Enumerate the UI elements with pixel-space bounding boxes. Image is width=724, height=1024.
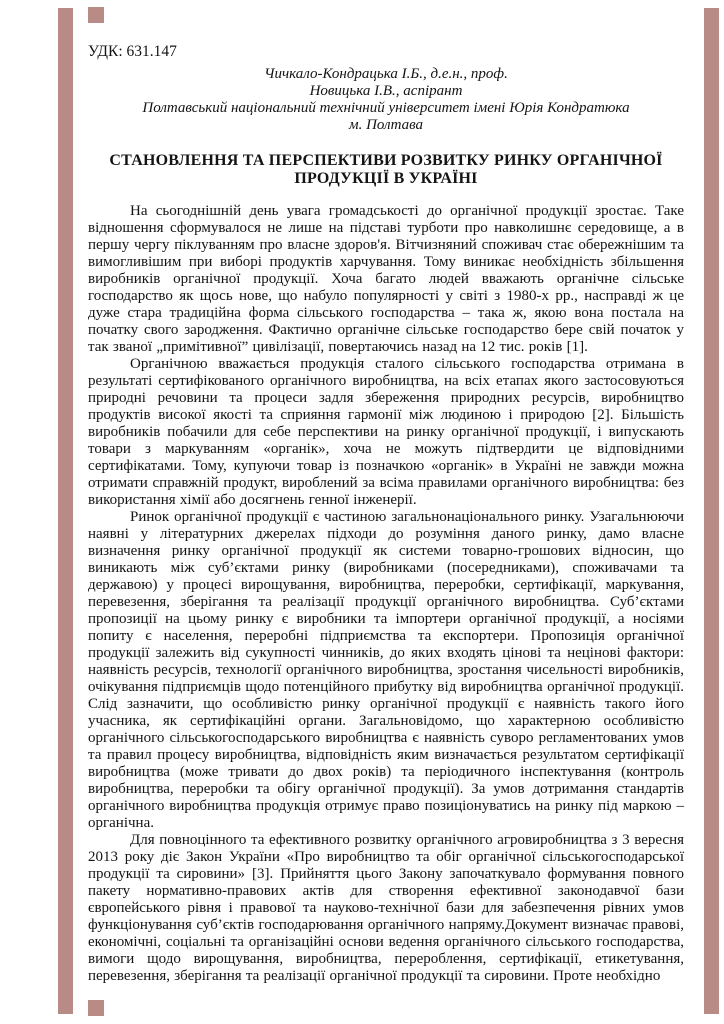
byline-block (88, 66, 684, 134)
article-title (88, 152, 684, 187)
author-line-1: Чичкало-Кондрацька І.Б., д.е.н., проф. (264, 66, 508, 82)
paragraph-1: На сьогоднішній день увага громадськості до органічної продукції зростає. Таке відношення сформувалося не лише на підставі турботи про навколишнє середовище, а в першу чергу піклуванням про власне здоров'я. Вітчизняний споживач стає обережнішим та вимогливішим при виборі продуктів харчування. Тому виникає необхідність збільшення виробників органічної продукції. Хоча багато людей вважають органічне сільське господарство як щось нове, що набуло популярності у світі з 1980-х рр., насправді ж це дуже стара традиційна форма сільського господарства – така ж, якою вона постала на початку свого зародження. Фактично органічне сільське господарство бере свій початок у так званої „примітивної” цивілізації, повертаючись назад на 12 тис. років [1]. (88, 203, 684, 355)
article-title-line-1: СТАНОВЛЕННЯ ТА ПЕРСПЕКТИВИ РОЗВИТКУ РИНКУ ОРГАНІЧНОЇ (109, 152, 663, 169)
scan-artifact-right-bar (704, 8, 719, 1014)
paragraph-3: Ринок органічної продукції є частиною загальнонаціонального ринку. Узагальнюючи наявні у літературних джерелах підходи до розуміння даного ринку, дамо власне визначення ринку органічної продукції як системи товарно-грошових відносин, що виникають між суб’єктами ринку (виробниками (посередниками), споживачами та державою) у процесі вирощування, виробництва, переробки, сертифікації, маркування, перевезення, зберігання та реалізації продукції органічного виробництва. Суб’єктами пропозиції на цьому ринку є виробники та імпортери органічної продукції, а носіями попиту є населення, переробні підприємства та експортери. Пропозиція органічної продукції залежить від сукупності чинників, до яких входять цінові та нецінові фактори: наявність ресурсів, технології органічного виробництва, зростання чисельності виробників, очікування підприємців щодо потенційного прибутку від виробництва органічної продукції. Слід зазначити, що особливістю ринку органічної продукції є наявність такого його учасника, як сертифікаційні органи. Загальновідомо, що характерною особливістю органічного сільськогосподарського виробництва є наявність суворо регламентованих умов та правил процесу виробництва, відповідність яким визначається результатом сертифікації виробництва (може тривати до двох років) та періодичного інспектування (контроль виробництва, переробки та обігу органічної продукції). За умов дотримання стандартів органічного виробництва продукція отримує право позиціонуватись на ринку під маркою – органічна. (88, 509, 684, 831)
article-title-line-2: ПРОДУКЦІЇ В УКРАЇНІ (294, 169, 478, 187)
city-line: м. Полтава (349, 117, 423, 133)
paragraph-2: Органічною вважається продукція сталого сільського господарства отримана в результаті сертифікованого органічного виробництва, на всіх етапах якого застосовуються природні речовини та процеси задля збереження природних ресурсів, виробництво продуктів високої якості та сприяння гармонії між людиною і природою [2]. Більшість виробників побачили для себе перспективи на ринку органічної продукції, і випускають товари з маркуванням «органік», хоча не можуть підтвердити це відповідними сертифікатами. Тому, купуючи товар із позначкою «органік» в Україні не завжди можна отримати справжній продукт, вироблений за всіма правилами органічного виробництва: без використання хімії або досягнень генної інженерії. (88, 356, 684, 508)
page-content (88, 0, 684, 985)
scan-artifact-bottom-left-square (88, 1000, 104, 1016)
author-line-2: Новицька І.В., аспірант (309, 83, 463, 99)
affiliation-line: Полтавський національний технічний університет імені Юрія Кондратюка (142, 100, 630, 116)
article-body (88, 203, 684, 985)
scan-artifact-left-bar (58, 8, 73, 1014)
paragraph-4: Для повноцінного та ефективного розвитку органічного агровиробництва з 3 вересня 2013 року діє Закон України «Про виробництво та обіг органічної сільськогосподарської продукції та сировини» [3]. Прийняття цього Закону започаткувало формування повного пакету нормативно-правових актів для створення ефективної законодавчої бази європейського рівня і правової та науково-технічної бази для забезпечення рівних умов функціонування суб’єктів господарювання органічного напряму.Документ визначає правові, економічні, соціальні та організаційні основи ведення органічного сільського господарства, вимоги щодо вирощування, виробництва, перероблення, сертифікації, етикетування, перевезення, зберігання та реалізації органічної продукції та сировини. Проте необхідно (88, 832, 684, 984)
udc-code: УДК: 631.147 (88, 43, 177, 60)
